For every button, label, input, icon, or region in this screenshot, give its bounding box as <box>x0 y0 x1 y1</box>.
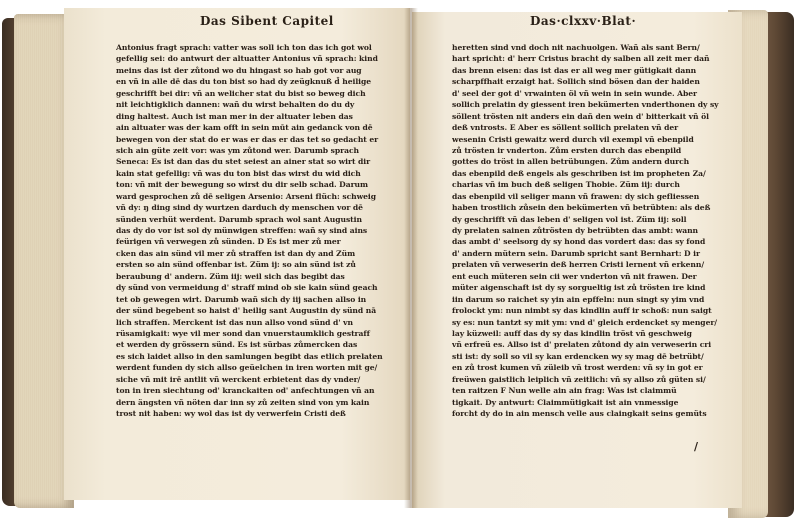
text-line: vñ dy: ŋ ding sind dy wurtzen darduch dy menschen vor dē <box>116 203 363 213</box>
text-line: sti ist: dy soll so vil sy kan erdencken wy sy mag dē betrübt/ <box>452 351 704 361</box>
text-line: frolockt ym: nun nimbt sy das kindlin auff ir schoß: nun saigt <box>452 306 712 316</box>
text-line: scharpffhait erzaigt hat. Sollich sind bösen dan der haiden <box>452 77 700 87</box>
text-line: hart spricht: d' herr Cristus bracht dy salben all zeit mer dañ <box>452 54 710 64</box>
left-running-header: Das Sibent Capitel <box>200 14 334 28</box>
text-line: heretten sind vnd doch nit nachuolgen. Wañ als sant Bern/ <box>452 43 700 52</box>
text-line: das ebenpild vil seliger mann vñ frawen: dy sich gefliessen <box>452 191 700 201</box>
text-line: prelaten vñ verweserin deß herren Cristi lernent vñ erkenn/ <box>452 260 705 270</box>
text-line: charias vñ im buch deß seligen Thobie. Züm iij: durch <box>452 180 680 190</box>
text-line: d' andern mütern sein. Darumb spricht sant Bernhart: D ir <box>452 248 700 258</box>
text-line: dy sünd von vermeidung d' straff mind ob sie kain sünd geach <box>116 283 378 293</box>
text-line: ton: vñ mit der bewegung so wirst du dir selb schad. Darum <box>116 180 368 190</box>
text-line: tigkait. Dy antwurt: Claimmütigkait ist ain vnmessige <box>452 397 679 407</box>
text-line: müter aigenschaft ist dy sy sorgueltig ist zů trösten ire kind <box>452 283 706 293</box>
text-line: vñ erfreü es. Allso ist d' prelaten zůtond dy ain verweserin cri <box>452 340 712 350</box>
text-line: nit leichtigklich dannen: wañ du wirst behalten do du dy <box>116 100 355 110</box>
text-line: lay küzweil: auff das dy sy das kindlin tröst vñ geschweig <box>452 328 692 338</box>
text-line: freüwen gaistlich leiplich vñ zeitlich: vñ sy allso zů güten si/ <box>452 374 706 384</box>
text-line: das ambt d' seelsorg dy sy hond das vordert das: das sy fond <box>452 237 706 247</box>
text-line: gottes do tröst in allen betrübungen. Zům andern durch <box>452 157 690 167</box>
text-line: siche vñ mit irē antlit vñ werckent erbietent das dy vnder/ <box>116 374 361 384</box>
text-line: tet ob gewegen wirt. Darumb wañ sich dy iij sachen allso in <box>116 294 367 304</box>
right-page-text <box>452 42 734 419</box>
catchword-mark: / <box>694 440 699 453</box>
text-line: iin darum so raichet sy yin ain epffeln: nun singt sy yim vnd <box>452 294 705 304</box>
text-line: sich ain güte zeit vor: was ym zůtond wer. Darumb sprach <box>116 145 360 155</box>
text-line: cken das ain sünd vil mer zů straffen ist dan dy and Züm <box>116 248 356 258</box>
text-line: wesenin Cristi gewaitz werd durch vil exempl vñ ebenpild <box>452 134 694 144</box>
text-line: sy es: nun tantzt sy mit ym: vnd d' gleich erdencket sy menger/ <box>452 317 718 327</box>
text-line: trost nit haben: wy wol das ist dy verwerfein Cristi deß <box>116 409 346 418</box>
text-line: es sich laidet allso in den samlungen begibt das etlich prelaten <box>116 351 383 361</box>
text-line: Seneca: Es ist dan das du stet seiest an ainer stat so wirt dir <box>116 157 371 167</box>
text-line: zů trösten ir vnderton. Zům ersten durch das ebenpild <box>452 145 682 155</box>
text-line: dern ängsten vñ nöten dar inn sy zů zeiten sind von ym kain <box>116 397 370 407</box>
text-line: deß vntrosts. E Aber es söllent sollich prelaten vñ der <box>452 123 679 133</box>
text-line: das ebenpild deß engels als geschriben ist im propheten Za/ <box>452 168 706 178</box>
text-line: ain altuater was der kam offt in sein mūt ain gedanck von dē <box>116 123 373 133</box>
text-line: dy geschrifft vñ das leben d' seligen vol ist. Züm iij: soll <box>452 214 687 224</box>
text-line: en vñ in alle dē das du ton bist so had dy zeügknuß d̄ heilige <box>116 77 372 87</box>
text-line: beraubung d' andern. Züm iij: weil sich das begibt das <box>116 271 345 281</box>
text-line: ding haltest. Auch ist man mer in der altuater leben das <box>116 111 353 121</box>
text-line: ten raitzen F Nun welle ain ain frag: Was ist claimmü <box>452 386 677 396</box>
right-running-header: Das·clxxv·Blat· <box>530 14 637 28</box>
text-line: forcht dy do in ain mensch velle aus claingkait seins gemüts <box>452 409 707 418</box>
text-line: sünden verhüt werdent. Darumb sprach wol sant Augustin <box>116 214 362 224</box>
text-line: geschrifft bei dir: vñ an welicher stat du bist so beweg dich <box>116 88 366 98</box>
text-line: das brenn eisen: das ist das er all weg mer gütigkait dann <box>452 65 697 75</box>
text-line: dy prelaten sainen zůtrösten dy betrübten das ambt: wann <box>452 226 699 235</box>
text-line: Antonius fragt sprach: vatter was soll ich ton das ich got wol <box>116 43 372 52</box>
text-line: der sünd begebent so haist d' heilig sant Augustin dy sünd nā <box>116 306 377 316</box>
book-gutter <box>404 8 418 508</box>
text-line: kain stat gefellig: vñ was du ton bist das wirst du wid dich <box>116 168 361 178</box>
text-line: bewegen von der stat do er was er das er das tet so gedacht er <box>116 134 379 144</box>
text-line: en zů trost kumen vñ züleib vñ trost werden: vñ sy in got er <box>452 363 703 373</box>
text-line: et werden dy grössern sünd. Es ist sürbas zůmercken das <box>116 340 358 350</box>
text-line: ent euch müteren sein cii wer vnderton vñ nit frawen. Der <box>452 271 697 281</box>
text-line: sollich prelatin dy giessent iren bekümerten vnderthonen dy sy <box>452 100 719 110</box>
text-line: ward gesprochen zů dē seligen Arsenio: Arseni flüch: schweig <box>116 191 377 201</box>
text-line: rüsamigkait: wye vil mer sond dan vnuerstaumklich gestraff <box>116 328 370 338</box>
text-line: feürigen vñ verwegen zů sünden. D Es ist mer zů mer <box>116 237 341 247</box>
text-line: das dy do vor ist sol dy münwigen streffen: wañ sy sind ains <box>116 226 368 235</box>
text-line: meins das ist der zůtond wo du hingast so hab got vor aug <box>116 65 362 75</box>
text-line: gefellig sei: do antwurt der altuatter Antonius vñ sprach: kind <box>116 54 378 64</box>
text-line: werdent funden dy sich allso geüelchen in iren worten mit ge/ <box>116 363 378 373</box>
left-page-text <box>116 42 394 419</box>
text-line: söllent trösten nit anders ein dañ den wein d' bitterkait vñ öl <box>452 111 709 121</box>
text-line: ersten so ain sünd offenbar ist. Züm ij: so ain sünd ist zů <box>116 260 356 270</box>
text-line: d' seel der got d' vrwainten öl vñ wein in sein wunde. Aber <box>452 88 698 98</box>
text-line: ton in iren siechtung od' kranckaiten od' anfechtungen vñ an <box>116 386 375 396</box>
text-line: lich straffen. Merckent ist das nun allso vond sünd d' vn <box>116 317 353 327</box>
text-line: haben trostlich zůsein den bekümerten vñ betrübten: als deß <box>452 203 711 213</box>
